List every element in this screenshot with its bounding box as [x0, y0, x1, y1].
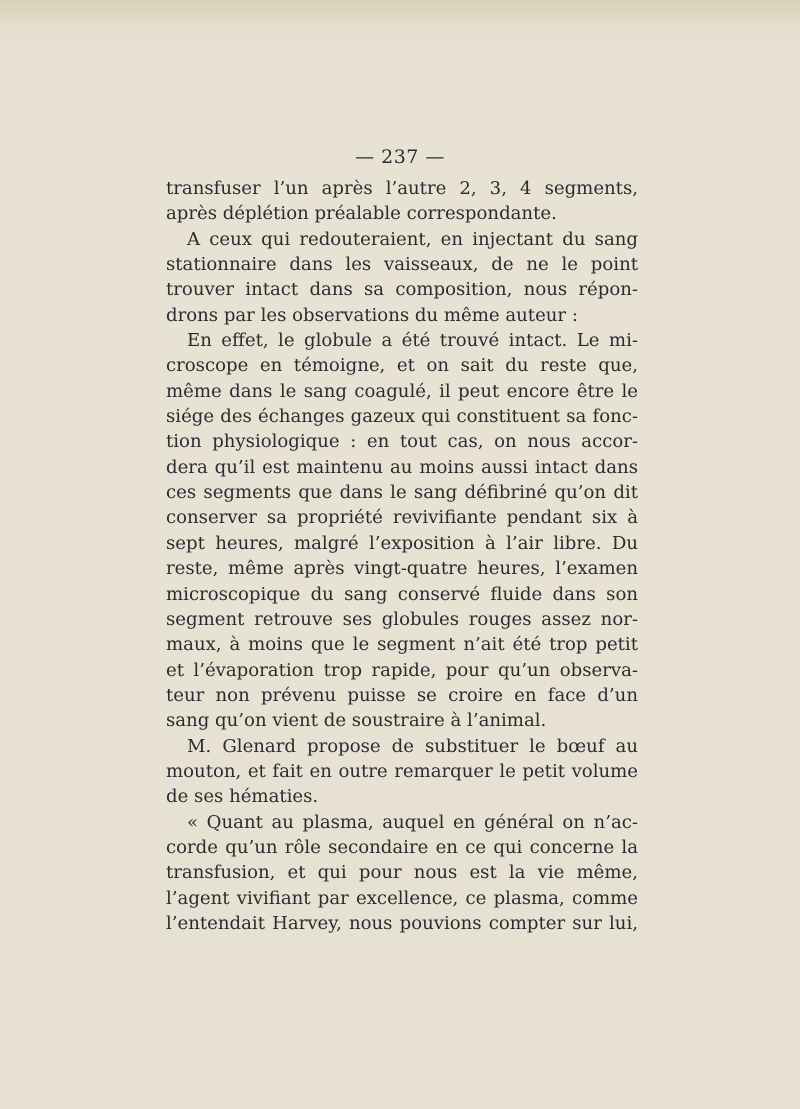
text-line: stationnaire dans les vaisseaux, de ne le point [166, 254, 638, 276]
text-line: l’agent vivifiant par excellence, ce plasma, comme [166, 887, 638, 909]
text-line: reste, même après vingt-quatre heures, l’examen [166, 558, 638, 580]
text-line: segment retrouve ses globules rouges assez nor- [166, 608, 638, 630]
text-line: siége des échanges gazeux qui constituent sa fonc- [166, 406, 638, 428]
text-line: dera qu’il est maintenu au moins aussi intact dans [166, 456, 638, 478]
page-number: — 237 — [355, 146, 445, 168]
text-line: même dans le sang coagulé, il peut encore être le [166, 380, 638, 402]
text-line: M. Glenard propose de substituer le bœuf au [187, 735, 638, 757]
body-text [166, 176, 638, 936]
text-line: sang qu’on vient de soustraire à l’animal. [166, 710, 547, 732]
text-line: maux, à moins que le segment n’ait été trop petit [166, 634, 638, 656]
text-line: corde qu’un rôle secondaire en ce qui concerne la [166, 836, 638, 858]
text-line: « Quant au plasma, auquel en général on n’ac- [187, 811, 638, 833]
text-line: de ses hématies. [166, 786, 319, 808]
text-line: mouton, et fait en outre remarquer le petit volume [166, 760, 638, 782]
text-line: En effet, le globule a été trouvé intact. Le mi- [187, 330, 638, 352]
text-line: l’entendait Harvey, nous pouvions compter sur lui, [166, 912, 638, 934]
text-line: microscopique du sang conservé fluide dans son [166, 583, 638, 605]
text-line: après déplétion préalable correspondante. [166, 203, 557, 225]
text-line: teur non prévenu puisse se croire en face d’un [166, 684, 638, 706]
text-line: A ceux qui redouteraient, en injectant du sang [187, 228, 638, 250]
text-line: et l’évaporation trop rapide, pour qu’un observa- [166, 659, 638, 681]
text-line: tion physiologique : en tout cas, on nous accor- [166, 431, 638, 453]
text-line: ces segments que dans le sang défibriné qu’on dit [166, 482, 638, 504]
text-line: drons par les observations du même auteur : [166, 304, 578, 326]
text-line: transfuser l’un après l’autre 2, 3, 4 segments, [166, 178, 638, 199]
text-line: conserver sa propriété revivifiante pendant six à [166, 507, 638, 529]
text-line: sept heures, malgré l’exposition à l’air libre. Du [166, 532, 638, 554]
text-line: trouver intact dans sa composition, nous répon- [166, 279, 638, 301]
text-line: croscope en témoigne, et on sait du reste que, [166, 355, 638, 377]
text-line: transfusion, et qui pour nous est la vie même, [166, 862, 638, 884]
